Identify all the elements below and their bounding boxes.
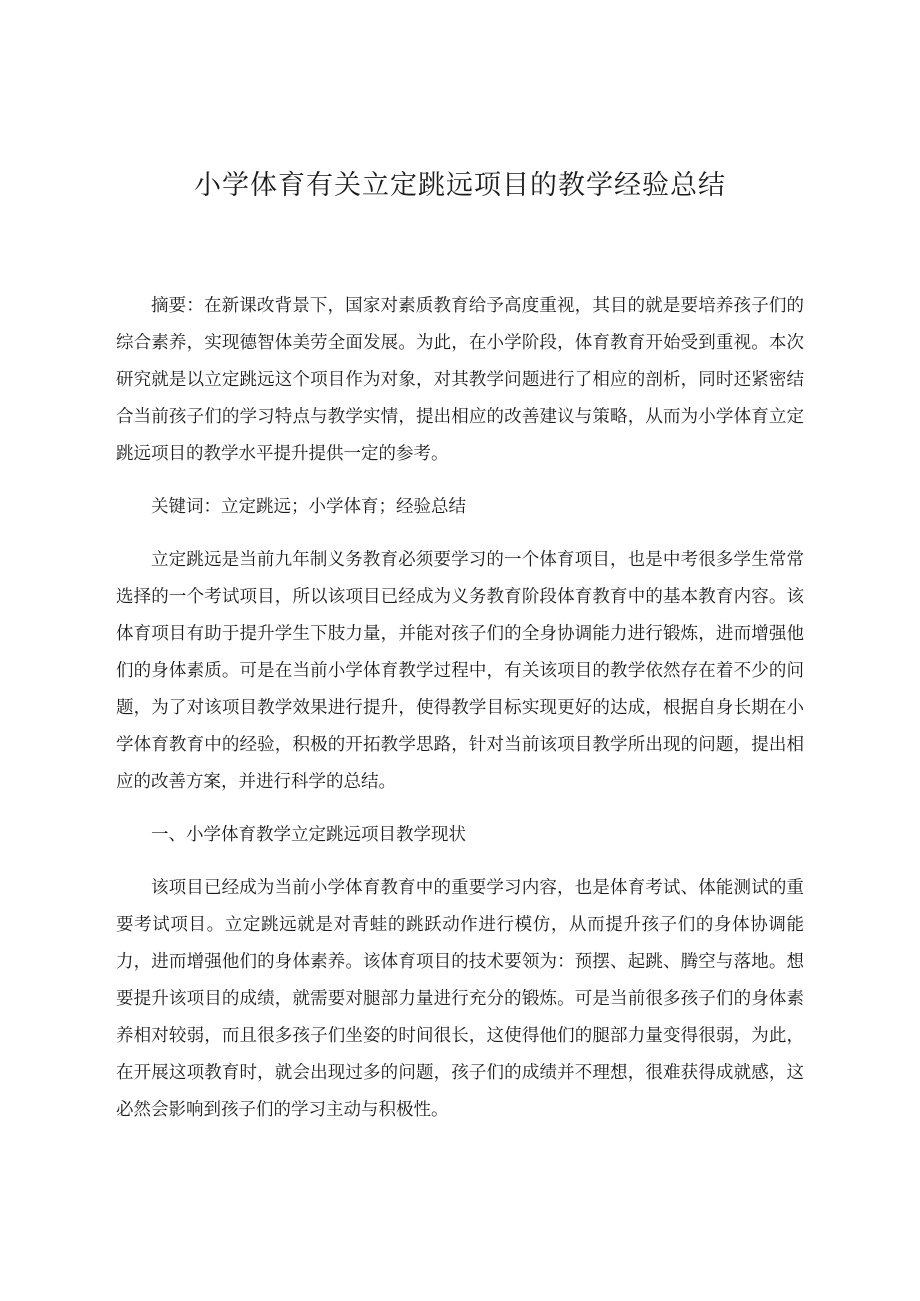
keywords-paragraph: 关键词：立定跳远；小学体育；经验总结 <box>151 497 466 517</box>
document-title: 小学体育有关立定跳远项目的教学经验总结 <box>194 170 726 201</box>
section-heading-1: 一、小学体育教学立定跳远项目教学现状 <box>151 825 466 845</box>
abstract-paragraph: 摘要：在新课改背景下，国家对素质教育给予高度重视，其目的就是要培养孩子们的综合素养，实现德智体美劳全面发展。为此，在小学阶段，体育教育开始受到重视。本次研究就是以立定跳远这个项目作为对象，对其教学问题进行了相应的剖析，同时还紧密结合当前孩子们的学习特点与教学实情，提出相应的改善建议与策略，从而为小学体育立定跳远项目的教学水平提升提供一定的参考。 <box>116 296 804 464</box>
document-body <box>116 288 804 1129</box>
section-1-paragraph: 该项目已经成为当前小学体育教育中的重要学习内容，也是体育考试、体能测试的重要考试项目。立定跳远就是对青蛙的跳跃动作进行模仿，从而提升孩子们的身体协调能力，进而增强他们的身体素养。该体育项目的技术要领为：预摆、起跳、腾空与落地。想要提升该项目的成绩，就需要对腿部力量进行充分的锻炼。可是当前很多孩子们的身体素养相对较弱，而且很多孩子们坐姿的时间很长，这使得他们的腿部力量变得很弱，为此，在开展这项教育时，就会出现过多的问题，孩子们的成绩并不理想，很难获得成就感，这必然会影响到孩子们的学习主动与积极性。 <box>116 878 804 1120</box>
intro-paragraph: 立定跳远是当前九年制义务教育必须要学习的一个体育项目，也是中考很多学生常常选择的一个考试项目，所以该项目已经成为义务教育阶段体育教育中的基本教育内容。该体育项目有助于提升学生下肢力量，并能对孩子们的全身协调能力进行锻炼，进而增强他们的身体素质。可是在当前小学体育教学过程中，有关该项目的教学依然存在着不少的问题，为了对该项目教学效果进行提升，使得教学目标实现更好的达成，根据自身长期在小学体育教育中的经验，积极的开拓教学思路，针对当前该项目教学所出现的问题，提出相应的改善方案，并进行科学的总结。 <box>116 550 804 792</box>
